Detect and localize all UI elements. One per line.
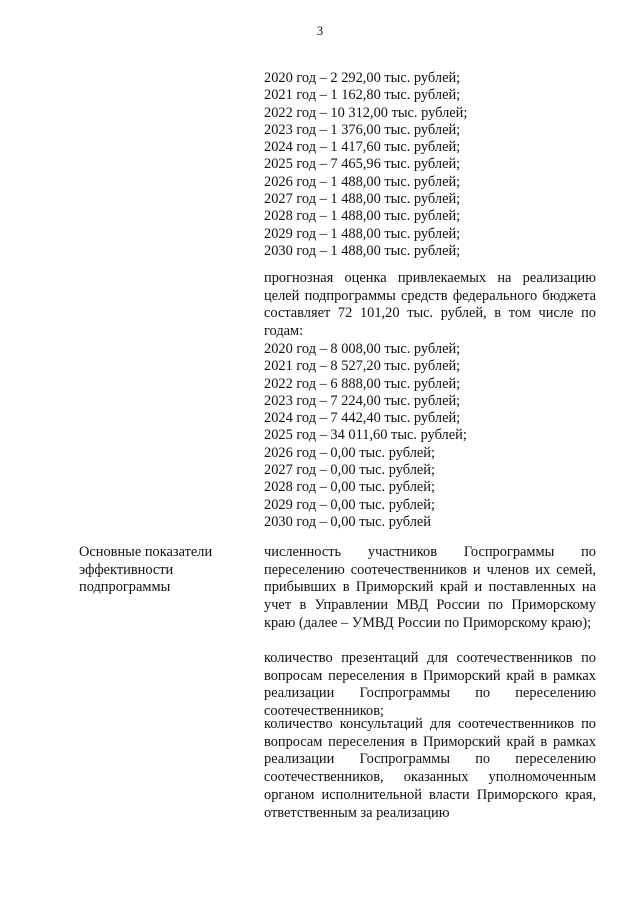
funding-line: 2025 год – 7 465,96 тыс. рублей; [264, 156, 461, 173]
funding-line: 2026 год – 1 488,00 тыс. рублей; [264, 173, 461, 190]
indicator-item: количество презентаций для соотечественников по вопросам переселения в Приморский край в рамках реализации Госпрограммы по переселению соотечественников; [264, 650, 596, 720]
funding-line: 2022 год – 6 888,00 тыс. рублей; [264, 375, 461, 392]
funding-line: 2028 год – 1 488,00 тыс. рублей; [264, 208, 461, 225]
indicators-label [79, 544, 254, 597]
funding-line: 2027 год – 1 488,00 тыс. рублей; [264, 191, 461, 208]
funding-line: 2021 год – 1 162,80 тыс. рублей; [264, 87, 461, 104]
indicators-label-line: подпрограммы [79, 579, 171, 596]
funding-line: 2023 год – 1 376,00 тыс. рублей; [264, 121, 461, 138]
funding-line: 2029 год – 1 488,00 тыс. рублей; [264, 225, 461, 242]
regional-funding-list [264, 70, 596, 260]
indicator-item: количество консультаций для соотечественников по вопросам переселения в Приморский край в рамках реализации Госпрограммы по переселению соотечественников, оказанных уполномоченным органом исполнительной власти Приморского края, ответственным за реализацию [264, 716, 596, 821]
federal-funding-intro: прогнозная оценка привлекаемых на реализацию целей подпрограммы средств федерального бюджета составляет 72 101,20 тыс. рублей, в том числе по годам: [264, 270, 596, 339]
indicators-label-line: эффективности [79, 561, 174, 578]
funding-line: 2030 год – 0,00 тыс. рублей [264, 513, 431, 530]
funding-line: 2020 год – 2 292,00 тыс. рублей; [264, 70, 461, 86]
indicators-label-line: Основные показатели [79, 544, 213, 560]
funding-line: 2030 год – 1 488,00 тыс. рублей; [264, 242, 461, 259]
funding-line: 2020 год – 8 008,00 тыс. рублей; [264, 341, 461, 357]
funding-line: 2021 год – 8 527,20 тыс. рублей; [264, 358, 461, 375]
funding-line: 2027 год – 0,00 тыс. рублей; [264, 462, 435, 479]
funding-line: 2024 год – 7 442,40 тыс. рублей; [264, 410, 461, 427]
funding-line: 2022 год – 10 312,00 тыс. рублей; [264, 104, 468, 121]
page-number: 3 [316, 24, 324, 38]
funding-line: 2026 год – 0,00 тыс. рублей; [264, 444, 435, 461]
funding-line: 2025 год – 34 011,60 тыс. рублей; [264, 427, 467, 444]
funding-line: 2024 год – 1 417,60 тыс. рублей; [264, 139, 461, 156]
funding-line: 2023 год – 7 224,00 тыс. рублей; [264, 392, 461, 409]
funding-line: 2028 год – 0,00 тыс. рублей; [264, 479, 435, 496]
federal-funding-list [264, 341, 596, 531]
indicator-item: численность участников Госпрограммы по переселению соотечественников и членов их семей, прибывших в Приморский край и поставленных на учет в Управлении МВД России по Приморскому краю (далее – УМВД России по Приморскому краю); [264, 544, 596, 631]
funding-line: 2029 год – 0,00 тыс. рублей; [264, 496, 435, 513]
